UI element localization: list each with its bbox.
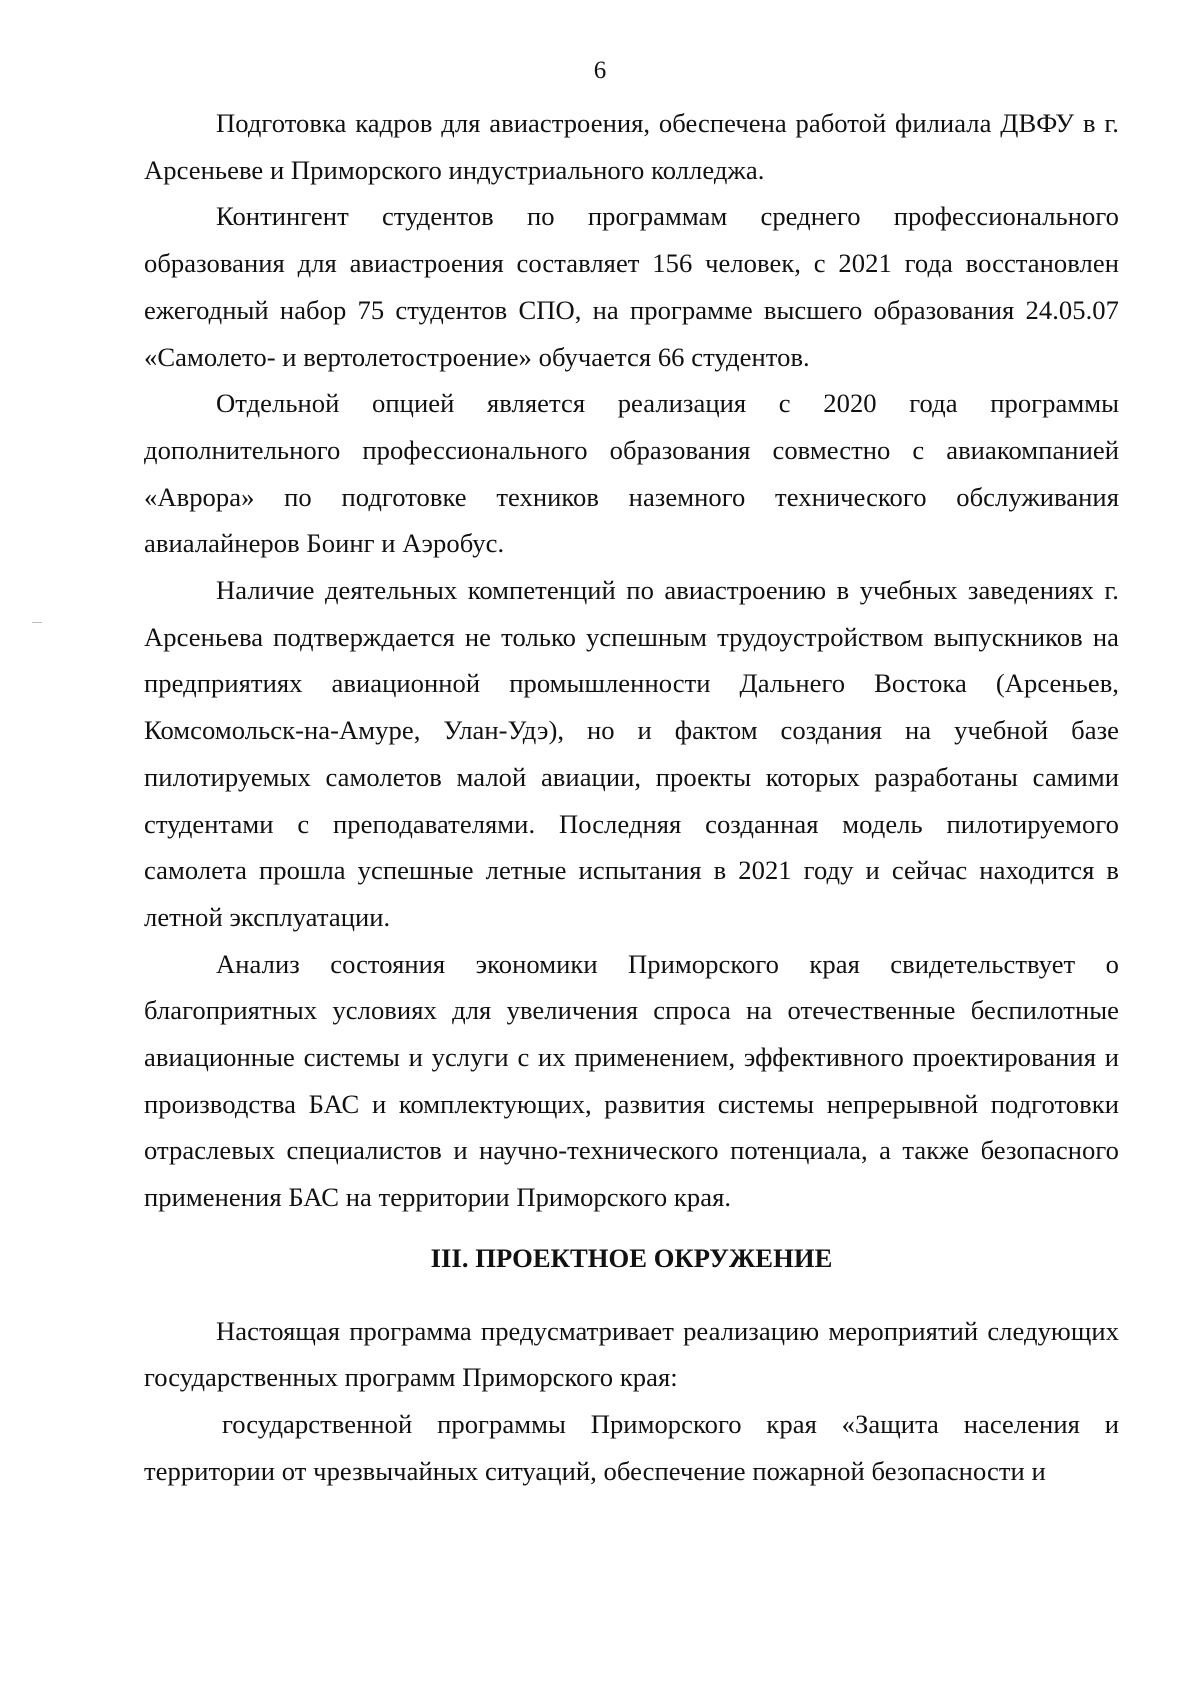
paragraph-additional-education-option: Отдельной опцией является реализация с 2020 года программы дополнительного профессионального образования совместно с авиакомпанией «Аврора» по подготовке техников наземного технического обслуживания авиалайнеров Боинг и Аэробус.	[144, 388, 1119, 559]
scan-margin-mark	[32, 622, 42, 623]
paragraph-student-contingent: Контингент студентов по программам среднего профессионального образования для авиастроения составляет 156 человек, с 2021 года восстановлен ежегодный набор 75 студентов СПО, на программе высшего образования 24.05.07 «Самолето- и вертолетостроение» обучается 66 студентов.	[144, 201, 1119, 372]
section-heading: III. ПРОЕКТНОЕ ОКРУЖЕНИЕ	[430, 1242, 833, 1273]
paragraph-economy-analysis: Анализ состояния экономики Приморского края свидетельствует о благоприятных условиях для увеличения спроса на отечественные беспилотные авиационные системы и услуги с их применением, эффективного проектирования и производства БАС и комплектующих, развития системы непрерывной подготовки отраслевых специалистов и научно-технического потенциала, а также безопасного применения БАС на территории Приморского края.	[144, 948, 1119, 1213]
paragraph-state-program-protection: государственной программы Приморского края «Защита населения и территории от чрезвычайных ситуаций, обеспечение пожарной безопасности и	[144, 1408, 1119, 1486]
document-body	[144, 100, 1119, 1494]
paragraph-program-measures: Настоящая программа предусматривает реализацию мероприятий следующих государственных программ Приморского края:	[144, 1315, 1119, 1393]
paragraph-aviation-staff-training: Подготовка кадров для авиастроения, обеспечена работой филиала ДВФУ в г. Арсеньеве и Приморского индустриального колледжа.	[144, 108, 1119, 185]
paragraph-competencies: Наличие деятельных компетенций по авиастроению в учебных заведениях г. Арсеньева подтверждается не только успешным трудоустройством выпускников на предприятиях авиационной промышленности Дальнего Востока (Арсеньев, Комсомольск-на-Амуре, Улан-Удэ), но и фактом создания на учебной базе пилотируемых самолетов малой авиации, проекты которых разработаны самими студентами с преподавателями. Последняя созданная модель пилотируемого самолета прошла успешные летные испытания в 2021 году и сейчас находится в летной эксплуатации.	[144, 575, 1119, 932]
page-number: 6	[593, 57, 607, 84]
